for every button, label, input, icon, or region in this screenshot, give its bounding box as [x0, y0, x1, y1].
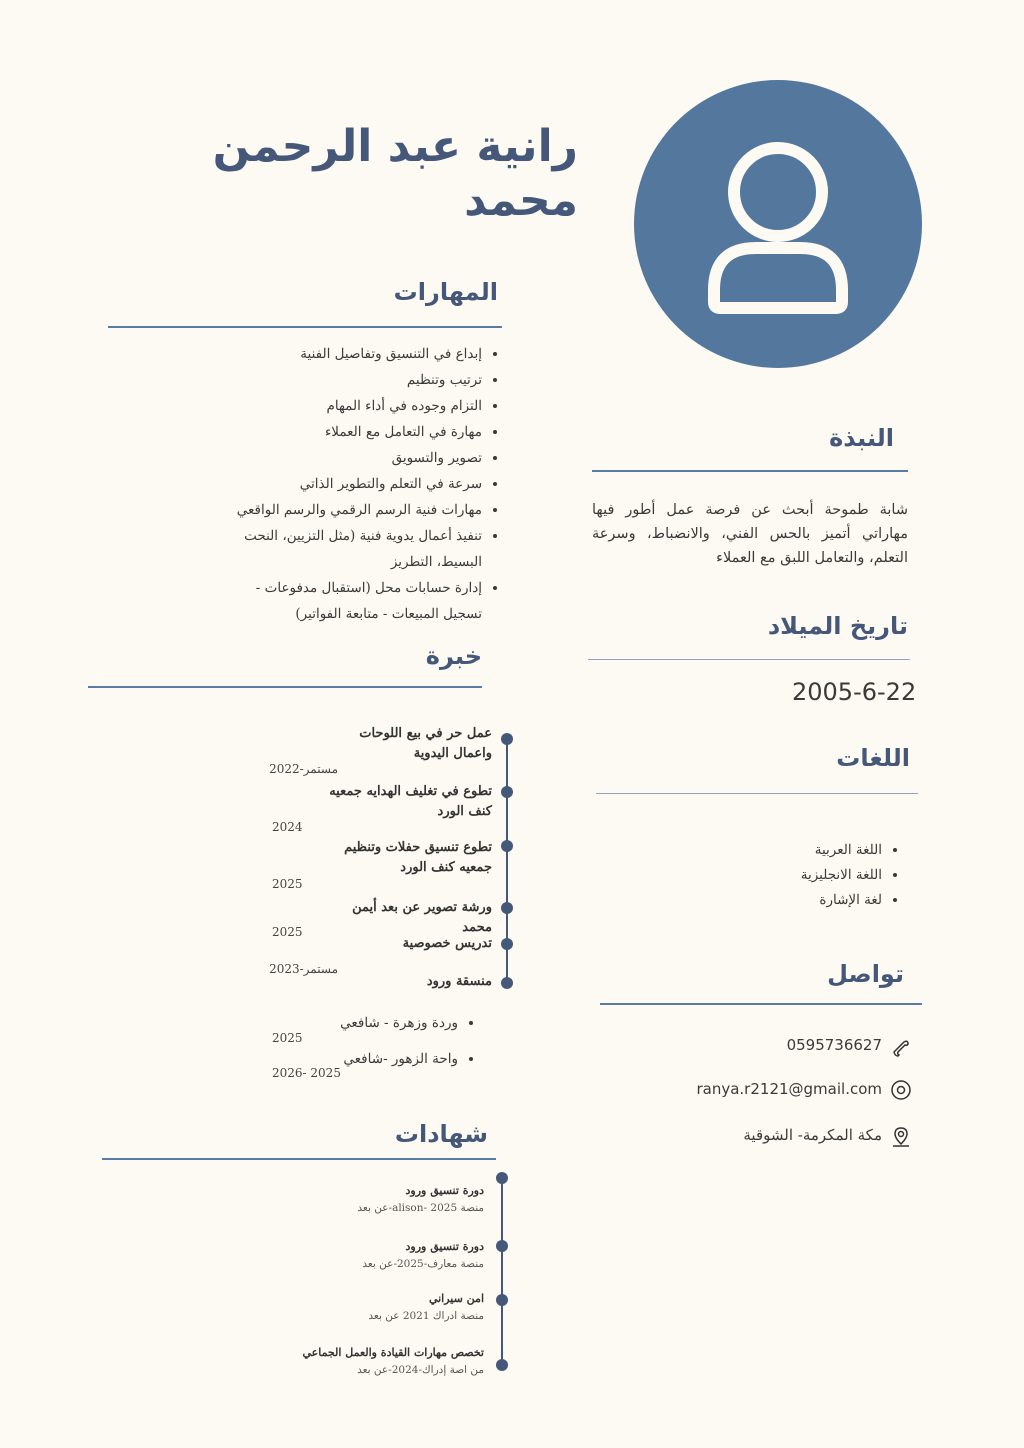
- experience-date: 2025: [272, 877, 303, 891]
- timeline-dot: [496, 1359, 508, 1371]
- experience-title: تدريس خصوصية: [402, 936, 492, 951]
- skill-item: • إدارة حسابات محل (استقبال مدفوعات - تسجيل المبيعات - متابعة الفواتير): [214, 575, 482, 627]
- experience-divider: [88, 686, 482, 688]
- certificates-timeline: [501, 1178, 503, 1366]
- location-text: مكة المكرمة- الشوقية: [743, 1126, 882, 1144]
- experience-title: ورشة تصوير عن بعد أيمن محمد: [352, 900, 492, 935]
- experience-title: منسقة ورود: [426, 974, 492, 989]
- timeline-dot: [501, 902, 513, 914]
- skills-list: [214, 341, 500, 627]
- experience-heading: خبرة: [425, 642, 482, 670]
- experience-date: مستمر-2022: [269, 762, 338, 776]
- experience-title: عمل حر في بيع اللوحات واعمال اليدوية: [359, 726, 492, 761]
- experience-subitem-title: • وردة وزهرة - شافعي: [276, 1010, 458, 1036]
- certificate-title: دورة تنسيق ورود: [405, 1184, 484, 1197]
- certificate-title: امن سيراني: [428, 1292, 484, 1305]
- location-icon: [890, 1126, 912, 1148]
- certificate-detail: من اصة إدراك-2024-عن بعد: [357, 1364, 484, 1376]
- certificate-detail: منصة ادراك 2021 عن بعد: [368, 1310, 484, 1322]
- avatar: [634, 80, 922, 368]
- contact-divider: [600, 1003, 922, 1005]
- experience-subitem: [276, 1010, 476, 1036]
- timeline-dot: [496, 1172, 508, 1184]
- email-icon: [890, 1079, 912, 1101]
- skills-heading: المهارات: [393, 278, 498, 306]
- language-item: • لغة الإشارة: [700, 888, 882, 913]
- timeline-dot: [496, 1240, 508, 1252]
- timeline-dot: [501, 938, 513, 950]
- about-heading: النبذة: [829, 424, 894, 452]
- certificate-title: دورة تنسيق ورود: [405, 1240, 484, 1253]
- experience-subitem-date: 2026- 2025: [272, 1066, 341, 1080]
- experience-date: مستمر-2023: [269, 962, 338, 976]
- timeline-dot: [501, 786, 513, 798]
- skill-item: • ترتيب وتنظيم: [214, 367, 482, 393]
- experience-date: 2025: [272, 925, 303, 939]
- email-address[interactable]: ranya.r2121@gmail.com: [696, 1080, 882, 1098]
- timeline-dot: [496, 1294, 508, 1306]
- dob-heading: تاريخ الميلاد: [767, 612, 908, 640]
- user-icon: [634, 80, 922, 368]
- skill-item: • التزام وجوده في أداء المهام: [214, 393, 482, 419]
- experience-subitem-date: 2025: [272, 1031, 303, 1045]
- skills-divider: [108, 326, 502, 328]
- timeline-dot: [501, 840, 513, 852]
- certificates-heading: شهادات: [394, 1120, 488, 1148]
- languages-list: [700, 838, 900, 913]
- languages-divider: [596, 793, 918, 794]
- experience-date: 2024: [272, 820, 303, 834]
- experience-subitem-title: • واحة الزهور -شافعي: [276, 1046, 458, 1072]
- person-name: رانية عبد الرحمن محمد: [212, 121, 578, 226]
- certificates-divider: [102, 1158, 496, 1160]
- dob-value: 2005-6-22: [792, 678, 917, 706]
- experience-title: تطوع تنسيق حفلات وتنظيم جمعيه كنف الورد: [344, 840, 492, 875]
- skill-item: • مهارة في التعامل مع العملاء: [214, 419, 482, 445]
- certificate-detail: منصة معارف-2025-عن بعد: [362, 1258, 484, 1270]
- phone-number[interactable]: 0595736627: [786, 1036, 882, 1054]
- contact-heading: تواصل: [827, 960, 904, 988]
- timeline-dot: [501, 733, 513, 745]
- language-item: • اللغة العربية: [700, 838, 882, 863]
- about-divider: [592, 470, 908, 472]
- skill-item: • سرعة في التعلم والتطوير الذاتي: [214, 471, 482, 497]
- timeline-dot: [501, 977, 513, 989]
- about-text: شابة طموحة أبحث عن فرصة عمل أطور فيها مهاراتي أتميز بالحس الفني، والانضباط، وسرعة التعلم، والتعامل اللبق مع العملاء: [592, 502, 908, 566]
- skill-item: • إبداع في التنسيق وتفاصيل الفنية: [214, 341, 482, 367]
- skill-item: • مهارات فنية الرسم الرقمي والرسم الواقعي: [214, 497, 482, 523]
- skill-item: • تنفيذ أعمال يدوية فنية (مثل التزيين، النحت البسيط، التطريز: [214, 523, 482, 575]
- certificate-title: تخصص مهارات القيادة والعمل الجماعي: [302, 1346, 484, 1359]
- certificate-detail: منصة alison- 2025-عن بعد: [357, 1202, 484, 1214]
- experience-title: تطوع في تغليف الهدايه جمعيه كنف الورد: [329, 784, 492, 819]
- skill-item: • تصوير والتسويق: [214, 445, 482, 471]
- dob-divider: [588, 659, 910, 660]
- language-item: • اللغة الانجليزية: [700, 863, 882, 888]
- languages-heading: اللغات: [836, 744, 910, 772]
- phone-icon: [890, 1036, 912, 1058]
